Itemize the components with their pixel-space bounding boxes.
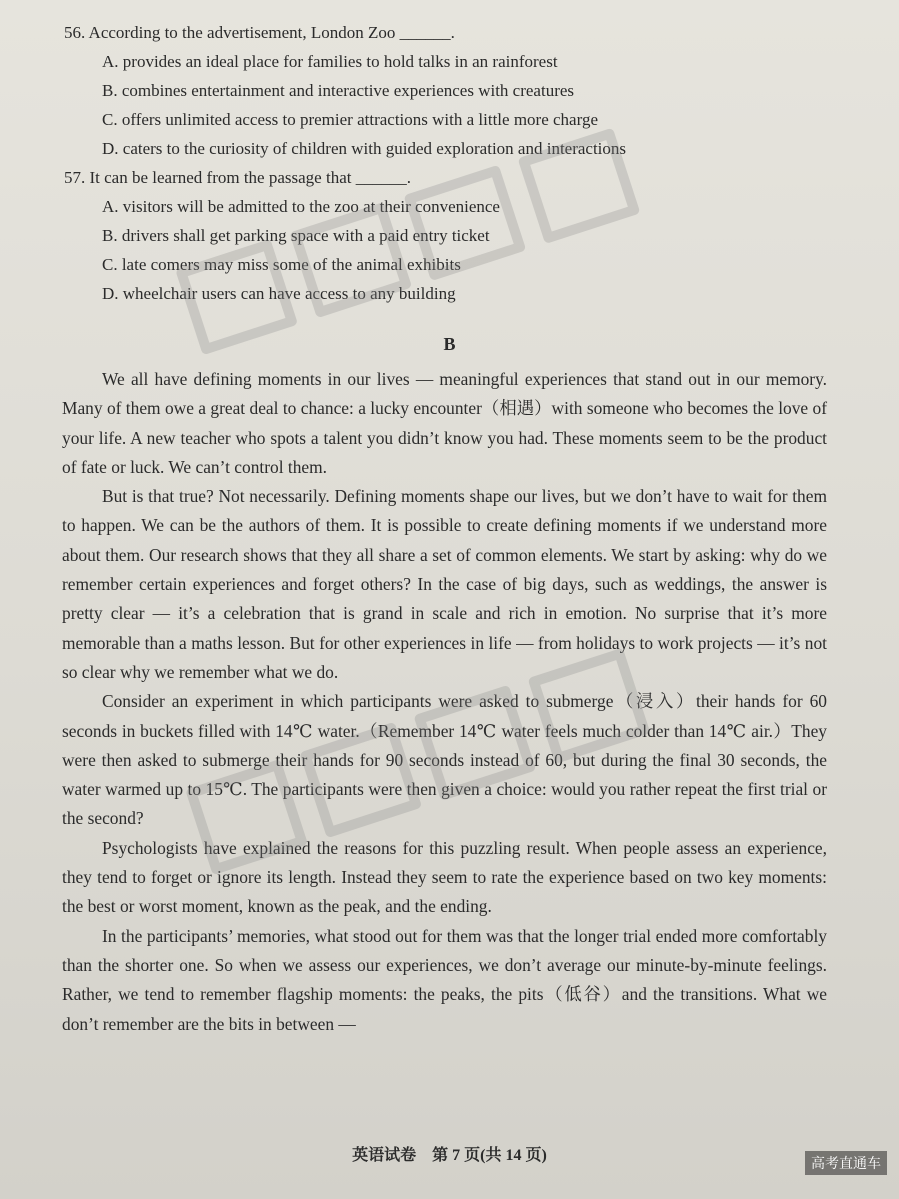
paragraph-2: But is that true? Not necessarily. Defining moments shape our lives, but we don’t have to wait for them to happen. We can be the authors of them. It is possible to create defining moments if we understand more about them. Our research shows that they all share a set of common elements. We start by asking: why do we remember certain experiences and forget others? In the case of big days, such as weddings, the answer is pretty clear — it’s a celebration that is grand in scale and rich in emotion. No surprise that it’s more memorable than a maths lesson. But for other experiences in life — from holidays to work projects — it’s not so clear why we remember what we do.: [62, 486, 827, 682]
passage-b: [62, 365, 827, 1039]
option-b: B. combines entertainment and interactive experiences with creatures: [102, 81, 575, 100]
option-c: C. late comers may miss some of the animal exhibits: [102, 255, 461, 274]
section-title: B: [443, 334, 456, 354]
option-a: A. visitors will be admitted to the zoo at their convenience: [102, 197, 500, 216]
option-d: D. caters to the curiosity of children with guided exploration and interactions: [102, 139, 627, 158]
paragraph-4: Psychologists have explained the reasons for this puzzling result. When people assess an experience, they tend to forget or ignore its length. Instead they seem to rate the experience based on two key moments: the best or worst moment, known as the peak, and the ending.: [62, 837, 827, 917]
option-d: D. wheelchair users can have access to any building: [102, 284, 456, 303]
page-footer: 英语试卷 第 7 页(共 14 页): [352, 1147, 547, 1164]
question-57: [64, 163, 864, 308]
paragraph-3: Consider an experiment in which participants were asked to submerge（浸入）their hands for 60 seconds in buckets filled with 14℃ water.（Remember 14℃ water feels much colder than 14℃ air.）They were then asked to submerge their hands for 90 seconds instead of 60, but during the final 30 seconds, the water warmed up to 15℃. The participants were then given a choice: would you rather repeat the first trial or the second?: [62, 691, 827, 829]
paragraph-1: We all have defining moments in our lives — meaningful experiences that stand out in our memory. Many of them owe a great deal to chance: a lucky encounter（相遇）with someone who becomes the love of your life. A new teacher who spots a talent you didn’t know you had. These moments seem to be the product of fate or luck. We can’t control them.: [62, 369, 827, 477]
question-stem: 57. It can be learned from the passage that ______.: [64, 168, 411, 187]
questions-block: [64, 18, 864, 308]
option-b: B. drivers shall get parking space with a paid entry ticket: [102, 226, 490, 245]
question-56: [64, 18, 864, 163]
option-a: A. provides an ideal place for families to hold talks in an rainforest: [102, 52, 558, 71]
question-stem: 56. According to the advertisement, London Zoo ______.: [64, 23, 455, 42]
corner-watermark: 高考直通车: [805, 1151, 887, 1175]
option-c: C. offers unlimited access to premier attractions with a little more charge: [102, 110, 598, 129]
paragraph-5: In the participants’ memories, what stood out for them was that the longer trial ended more comfortably than the shorter one. So when we assess our experiences, we don’t average our minute-by-minute feelings. Rather, we tend to remember flagship moments: the peaks, the pits（低谷）and the transitions. What we don’t remember are the bits in between —: [62, 925, 827, 1034]
